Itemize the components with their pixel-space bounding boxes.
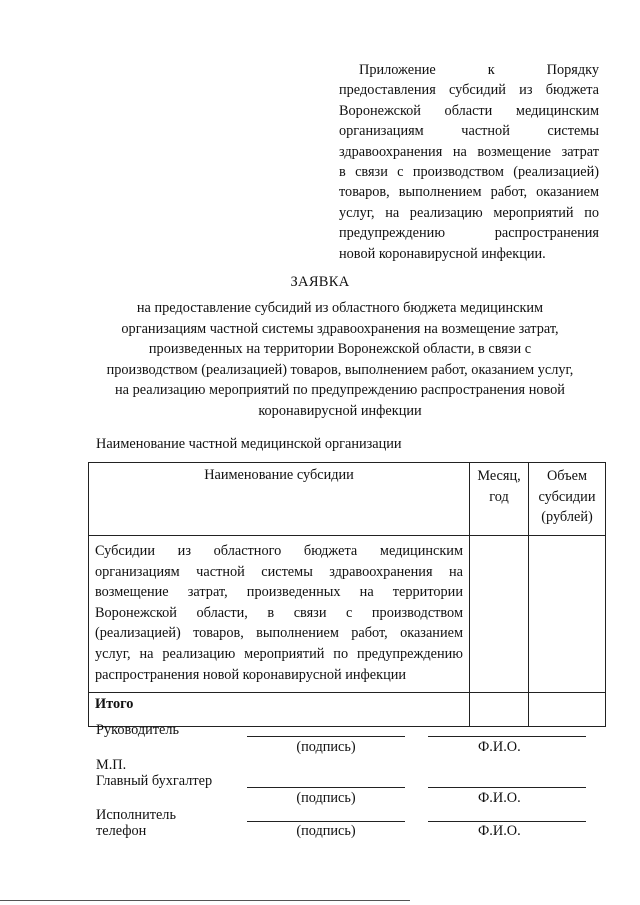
description-line: возмещение затрат, произведенных на территории bbox=[95, 584, 463, 601]
appendix-line: в связи с производством (реализацией) bbox=[339, 164, 599, 181]
description-line: Воронежской области, в связи с производством bbox=[95, 604, 463, 621]
page-bottom-rule bbox=[0, 900, 410, 901]
table-header-row bbox=[89, 463, 606, 536]
executor-name-caption: Ф.И.О. bbox=[478, 823, 521, 839]
executor-signature-caption: (подпись) bbox=[296, 823, 356, 839]
appendix-line: Воронежской области медицинским bbox=[339, 102, 599, 119]
appendix-line: предупреждению распространения bbox=[339, 225, 599, 242]
head-signature-caption: (подпись) bbox=[296, 739, 356, 755]
subsidy-description bbox=[89, 536, 470, 693]
header-month-year bbox=[470, 463, 529, 536]
accountant-name-line[interactable] bbox=[428, 787, 586, 788]
subsidy-amount-cell[interactable] bbox=[529, 536, 606, 693]
appendix-line: новой коронавирусной инфекции. bbox=[339, 245, 546, 262]
appendix-line: товаров, выполнением работ, оказанием bbox=[339, 184, 599, 201]
header-subsidy-name: Наименование субсидии bbox=[89, 463, 470, 536]
header-subsidy-volume bbox=[529, 463, 606, 536]
header-year-line: год bbox=[489, 488, 509, 505]
description-line: организациям частной системы здравоохранения на bbox=[95, 563, 463, 580]
subtitle-line: на предоставление субсидий из областного бюджета медицинским bbox=[136, 300, 544, 316]
executor-signature-line[interactable] bbox=[247, 821, 405, 822]
appendix-line: здравоохранения на возмещение затрат bbox=[339, 143, 599, 160]
subtitle-line: произведенных на территории Воронежской области, в связи с bbox=[148, 341, 532, 358]
accountant-signature-caption: (подпись) bbox=[296, 790, 356, 806]
stamp-label: М.П. bbox=[96, 757, 127, 773]
executor-label: Исполнитель bbox=[96, 807, 176, 823]
head-label: Руководитель bbox=[96, 722, 180, 738]
month-year-cell[interactable] bbox=[470, 536, 529, 693]
subtitle-line: на реализацию мероприятий по предупреждению распространения новой bbox=[115, 382, 565, 399]
appendix-note bbox=[339, 60, 599, 264]
description-line: услуг, на реализацию мероприятий по предупреждению bbox=[95, 645, 463, 662]
table-row bbox=[89, 536, 606, 693]
appendix-line: организациям частной системы bbox=[339, 123, 599, 140]
org-name-label: Наименование частной медицинской организации bbox=[96, 436, 402, 452]
head-name-caption: Ф.И.О. bbox=[478, 739, 521, 755]
accountant-name-caption: Ф.И.О. bbox=[478, 790, 521, 806]
description-line: распространения новой коронавирусной инфекции bbox=[95, 666, 407, 683]
description-line: Субсидии из областного бюджета медицинским bbox=[95, 543, 463, 559]
total-month-cell[interactable] bbox=[470, 693, 529, 727]
accountant-label: Главный бухгалтер bbox=[96, 773, 213, 789]
phone-label: телефон bbox=[96, 823, 147, 839]
header-volume-line: субсидии bbox=[538, 488, 596, 505]
appendix-line: предоставления субсидий из бюджета bbox=[339, 82, 599, 99]
subsidy-table bbox=[88, 462, 606, 727]
header-volume-line: Объем bbox=[546, 468, 588, 484]
head-name-line[interactable] bbox=[428, 736, 586, 737]
total-label: Итого bbox=[89, 693, 470, 727]
document-subtitle bbox=[90, 298, 590, 422]
appendix-line: Приложение к Порядку bbox=[359, 62, 599, 78]
head-signature-line[interactable] bbox=[247, 736, 405, 737]
total-amount-cell[interactable] bbox=[529, 693, 606, 727]
subtitle-line: организациям частной системы здравоохранения на возмещение затрат, bbox=[121, 320, 559, 337]
document-title: ЗАЯВКА bbox=[290, 274, 350, 290]
description-line: (реализацией) товаров, выполнением работ, оказанием bbox=[95, 625, 463, 642]
subtitle-line: производством (реализацией) товаров, выполнением работ, оказанием услуг, bbox=[106, 361, 574, 378]
executor-name-line[interactable] bbox=[428, 821, 586, 822]
header-volume-line: (рублей) bbox=[541, 509, 593, 525]
subtitle-line: коронавирусной инфекции bbox=[258, 402, 422, 419]
header-month-line: Месяц, bbox=[477, 468, 521, 484]
accountant-signature-line[interactable] bbox=[247, 787, 405, 788]
appendix-line: услуг, на реализацию мероприятий по bbox=[339, 204, 599, 221]
